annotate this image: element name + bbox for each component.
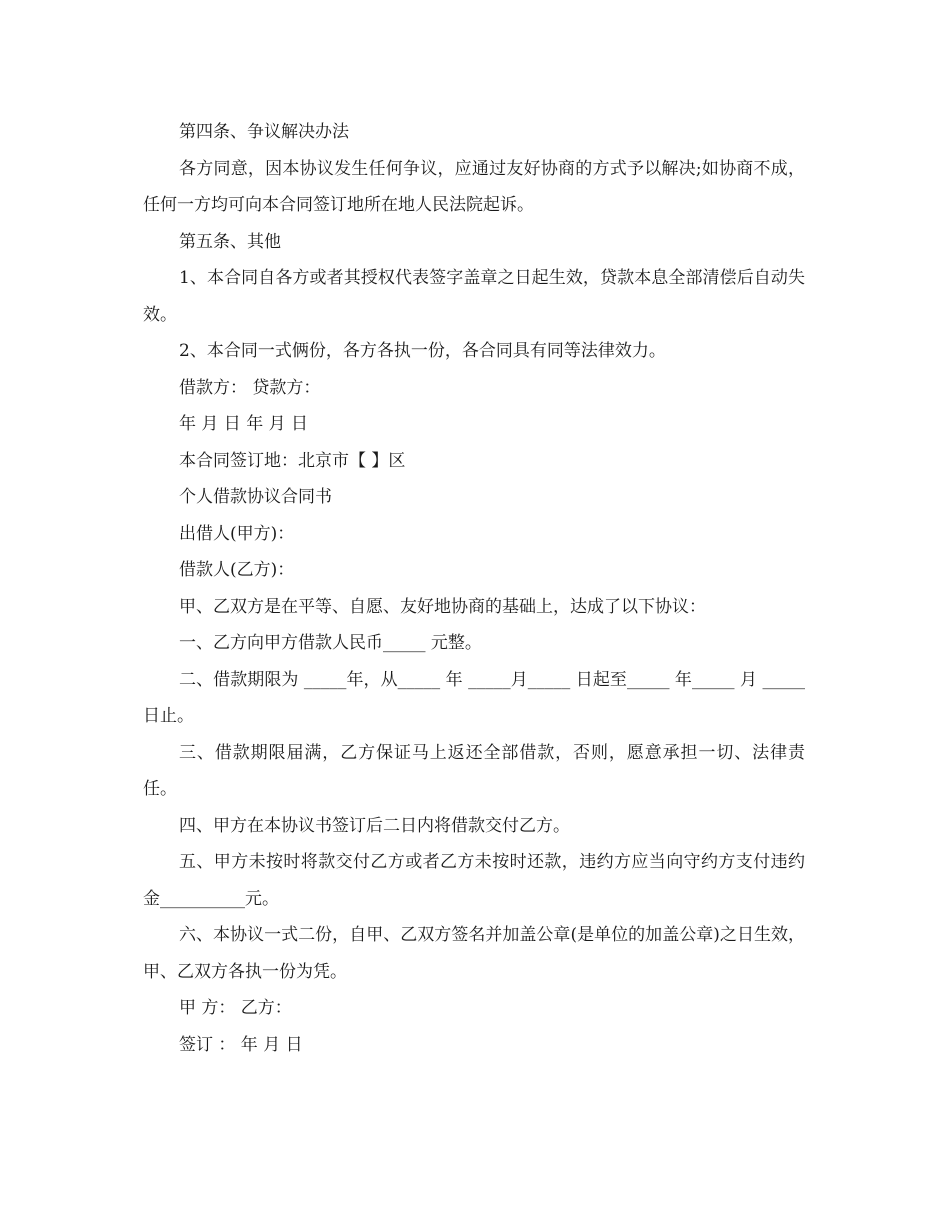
borrower-line: 借款人(乙方)： [179, 560, 295, 580]
clause-4-delivery: 四、甲方在本协议书签订后二日内将借款交付乙方。 [179, 815, 570, 836]
section-heading-dispute: 第四条、争议解决办法 [179, 122, 349, 142]
document-body [143, 114, 805, 1063]
party-signature-line: 甲 方： 乙方： [179, 998, 292, 1018]
signing-date-line: 签订 ： 年 月 日 [179, 1034, 303, 1055]
clause-1-amount: 一、乙方向甲方借款人民币_____ 元整。 [179, 633, 482, 653]
clause-2-term: 二、借款期限为 _____年，从_____ 年 _____月_____ 日起至_____ 年_____ 月 _____日止。 [143, 669, 805, 726]
document-title: 个人借款协议合同书 [179, 487, 332, 507]
lender-line: 出借人(甲方)： [179, 523, 295, 544]
clause-6-copies: 六、本协议一式二份，自甲、乙双方签名并加盖公章(是单位的加盖公章)之日生效，甲、乙双方各执一份为凭。 [143, 925, 805, 982]
agreement-intro: 甲、乙双方是在平等、自愿、友好地协商的基础上，达成了以下协议： [179, 596, 706, 617]
signing-location: 本合同签订地：北京市【 】区 [179, 450, 406, 471]
paragraph-dispute-resolution: 各方同意，因本协议发生任何争议，应通过友好协商的方式予以解决;如协商不成，任何一方均可向本合同签订地所在地人民法院起诉。 [143, 158, 805, 215]
section-heading-other: 第五条、其他 [179, 231, 281, 252]
signature-date-line: 年 月 日 年 月 日 [179, 414, 309, 434]
clause-5-penalty: 五、甲方未按时将款交付乙方或者乙方未按时还款，违约方应当向守约方支付违约金__________元。 [143, 852, 805, 909]
signature-parties-line: 借款方： 贷款方： [179, 377, 321, 398]
paragraph-effective-term: 1、本合同自各方或者其授权代表签字盖章之日起生效，贷款本息全部清偿后自动失效。 [143, 268, 805, 325]
paragraph-copies: 2、本合同一式俩份，各方各执一份，各合同具有同等法律效力。 [179, 341, 666, 361]
clause-3-repayment: 三、借款期限届满，乙方保证马上返还全部借款，否则，愿意承担一切、法律责任。 [143, 742, 805, 799]
